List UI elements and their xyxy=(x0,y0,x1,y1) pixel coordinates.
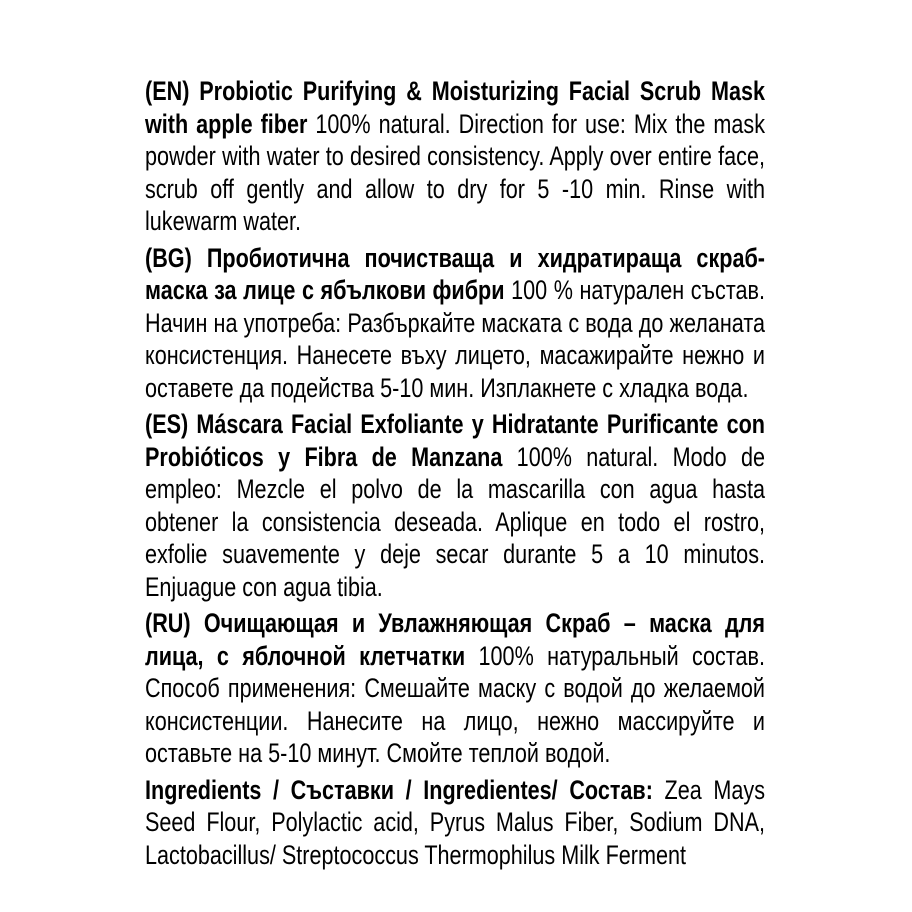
paragraph-en-body: 100% natural. Direction for use: Mix the mask powder with water to desired consistency. Apply over entire face, scrub off gently and allow to dry for 5 -10 min. Rinse with lukewarm water. xyxy=(145,108,766,236)
paragraph-bg xyxy=(145,242,765,405)
label-text-panel xyxy=(145,75,765,875)
paragraph-es-lead: (ES) Máscara Facial Exfoliante y Hidratante Purificante con Probióticos y Fibra de Manzana xyxy=(145,409,765,472)
paragraph-es xyxy=(145,408,765,603)
paragraph-en xyxy=(145,75,765,238)
paragraph-ru-body: 100% натуральный состав. Способ применения: Смешайте маску с водой до желаемой консистенции. Нанесите на лицо, нежно массируйте и оставьте на 5-10 минут. Смойте теплой водой. xyxy=(145,640,765,768)
paragraph-es-body: 100% natural. Modo de empleo: Mezcle el polvo de la mascarilla con agua hasta obtener la consistencia deseada. Aplique en todo el rostro, exfolie suavemente y deje secar durante 5 a 10 minutos. Enjuague con agua tibia. xyxy=(145,441,765,602)
paragraph-bg-lead: (BG) Пробиотична почистваща и хидратираща скраб-маска за лице с ябълкови фибри xyxy=(145,242,765,305)
paragraph-ingredients-body: Zea Mays Seed Flour, Polylactic acid, Pyrus Malus Fiber, Sodium DNA, Lactobacillus/ Streptococcus Thermophilus Milk Ferment xyxy=(145,774,765,870)
paragraph-en-lead: (EN) Probiotic Purifying & Moisturizing Facial Scrub Mask with apple fiber xyxy=(145,76,765,139)
paragraph-ingredients-lead: Ingredients / Съставки / Ingredientes/ Состав: xyxy=(145,774,665,805)
paragraph-ru xyxy=(145,607,765,770)
paragraph-bg-body: 100 % натурален състав. Начин на употреба: Разбъркайте маската с вода до желаната консистенция. Нанесете въху лицето, масажирайте нежно и оставете да подейства 5-10 мин. Изплакнете с хладка вода. xyxy=(145,275,765,403)
paragraph-ingredients xyxy=(145,774,765,872)
paragraph-ru-lead: (RU) Очищающая и Увлажняющая Скраб – маска для лица, с яблочной клетчатки xyxy=(145,608,765,671)
